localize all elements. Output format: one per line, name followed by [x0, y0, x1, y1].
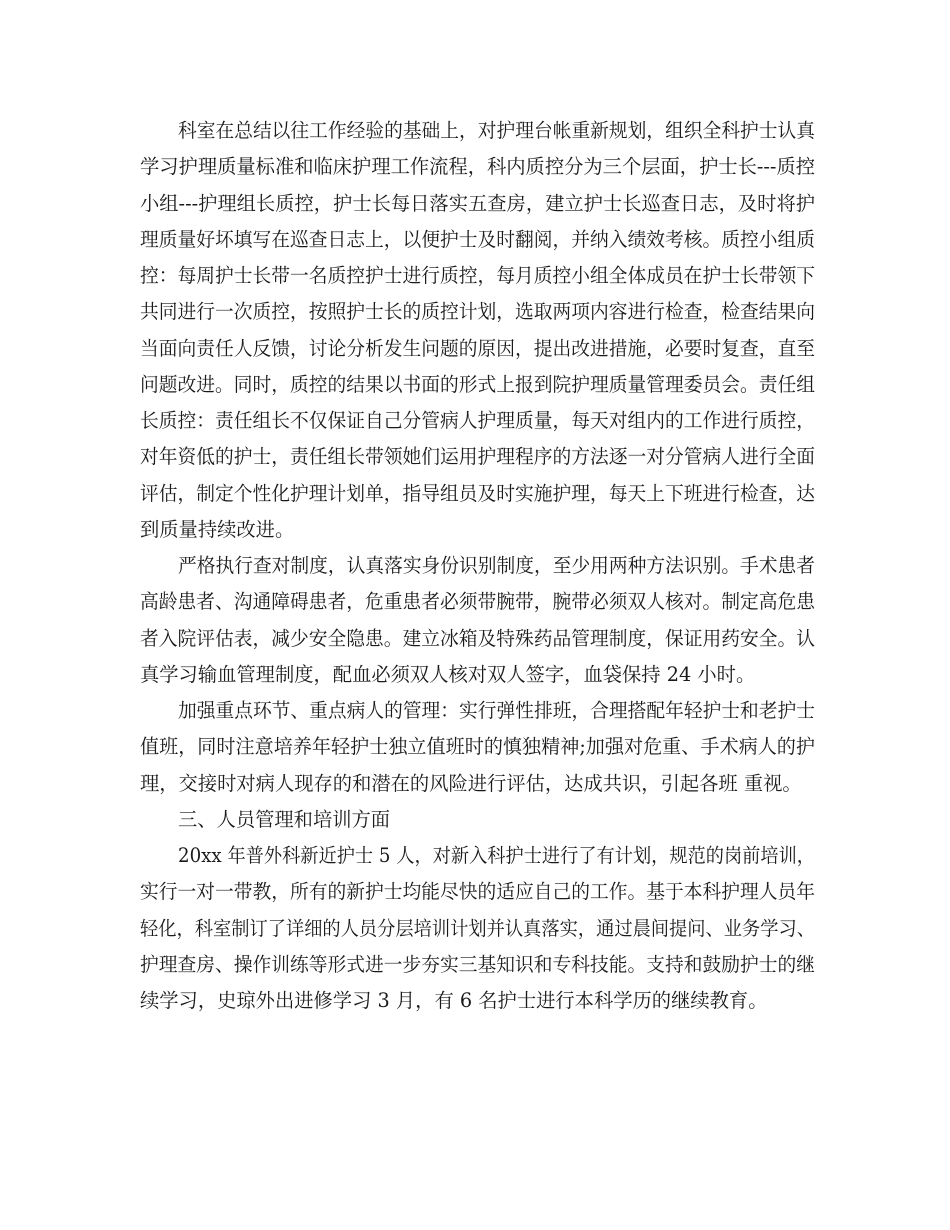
text-line: 20xx 年普外科新近护士 5 人，对新入科护士进行了有计划，规范的岗前培训， — [178, 844, 815, 867]
text-line: 到质量持续改进。 — [140, 518, 295, 541]
text-line: 值班，同时注意培养年轻护士独立值班时的慎独精神;加强对危重、手术病人的护 — [140, 735, 815, 758]
text-line: 高龄患者、沟通障碍患者，危重患者必须带腕带，腕带必须双人核对。制定高危患 — [140, 590, 815, 613]
text-line: 严格执行查对制度，认真落实身份识别制度，至少用两种方法识别。手术患者 — [178, 554, 815, 577]
section-heading: 三、人员管理和培训方面 — [178, 808, 391, 831]
text-line: 真学习输血管理制度，配血必须双人核对双人签字，血袋保持 24 小时。 — [140, 663, 756, 686]
text-line: 评估，制定个性化护理计划单，指导组员及时实施护理，每天上下班进行检查，达 — [140, 482, 815, 505]
text-line: 护理查房、操作训练等形式进一步夯实三基知识和专科技能。支持和鼓励护士的继 — [140, 953, 815, 976]
text-line: 小组---护理组长质控，护士长每日落实五查房，建立护士长巡查日志，及时将护 — [140, 192, 815, 215]
text-line: 科室在总结以往工作经验的基础上，对护理台帐重新规划，组织全科护士认真 — [178, 119, 815, 142]
text-line: 当面向责任人反馈，讨论分析发生问题的原因，提出改进措施，必要时复查，直至 — [140, 337, 815, 360]
text-line: 共同进行一次质控，按照护士长的质控计划，选取两项内容进行检查，检查结果向 — [140, 300, 815, 323]
text-line: 加强重点环节、重点病人的管理：实行弹性排班，合理搭配年轻护士和老护士 — [178, 699, 815, 722]
text-line: 学习护理质量标准和临床护理工作流程，科内质控分为三个层面，护士长---质控 — [140, 155, 815, 178]
text-line: 问题改进。同时，质控的结果以书面的形式上报到院护理质量管理委员会。责任组 — [140, 373, 815, 396]
text-line: 长质控：责任组长不仅保证自己分管病人护理质量，每天对组内的工作进行质控， — [140, 409, 815, 432]
text-line: 理质量好坏填写在巡查日志上，以便护士及时翻阅，并纳入绩效考核。质控小组质 — [140, 228, 815, 251]
text-line: 者入院评估表，减少安全隐患。建立冰箱及特殊药品管理制度，保证用药安全。认 — [140, 627, 815, 650]
text-line: 对年资低的护士，责任组长带领她们运用护理程序的方法逐一对分管病人进行全面 — [140, 445, 815, 468]
text-line: 理，交接时对病人现存的和潜在的风险进行评估，达成共识，引起各班 重视。 — [140, 772, 802, 795]
text-line: 续学习，史琼外出进修学习 3 月，有 6 名护士进行本科学历的继续教育。 — [140, 989, 768, 1012]
text-line: 实行一对一带教，所有的新护士均能尽快的适应自己的工作。基于本科护理人员年 — [140, 880, 815, 903]
text-line: 控：每周护士长带一名质控护士进行质控，每月质控小组全体成员在护士长带领下 — [140, 264, 815, 287]
text-line: 轻化，科室制订了详细的人员分层培训计划并认真落实，通过晨间提问、业务学习、 — [140, 917, 815, 940]
